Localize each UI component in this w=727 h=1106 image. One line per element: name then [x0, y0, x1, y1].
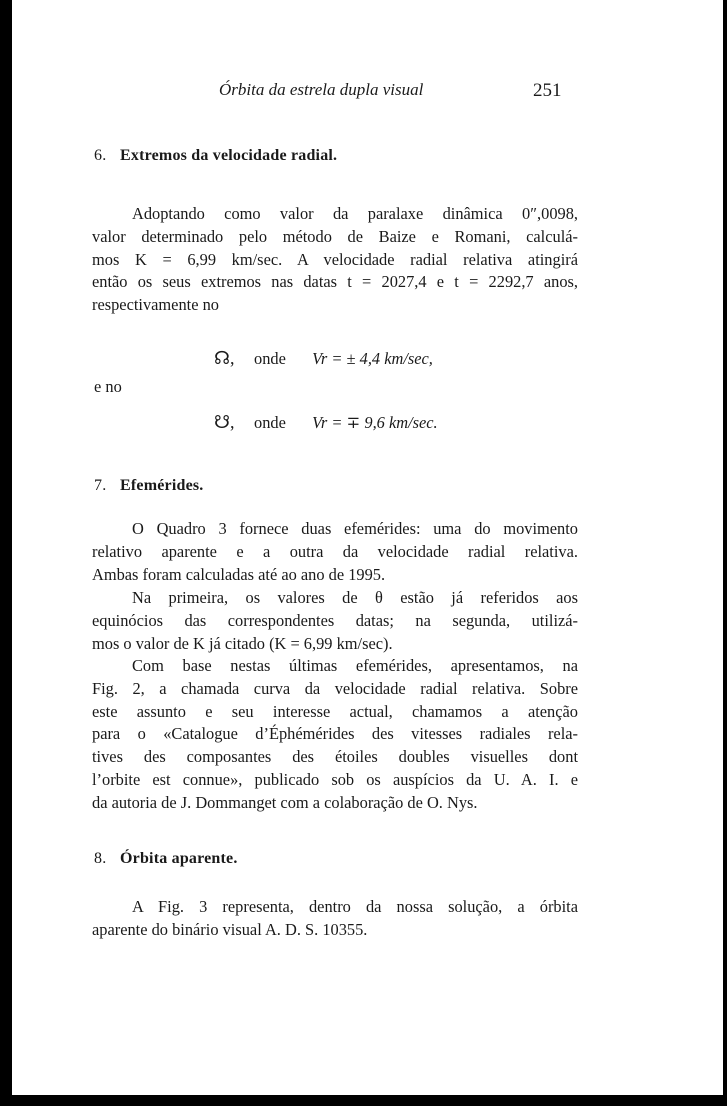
section-8-paragraph — [92, 896, 578, 942]
text-line: Na primeira, os valores de θ estão já referidos aos — [132, 588, 578, 607]
text-line: O Quadro 3 fornece duas efemérides: uma do movimento — [132, 519, 578, 538]
e-no-text: e no — [94, 377, 122, 396]
text-line: respectivamente no — [92, 295, 219, 315]
equation-descending-node — [214, 412, 438, 433]
text-line: Com base nestas últimas efemérides, apresentamos, na — [132, 656, 578, 675]
onde-label: onde — [254, 413, 286, 432]
text-line: para o «Catalogue d’Éphémérides des vitesses radiales rela- — [92, 724, 578, 744]
section-6-paragraph — [92, 203, 578, 317]
text-line: relativo aparente e a outra da velocidade radial relativa. — [92, 541, 578, 561]
section-8-title: Órbita aparente. — [120, 850, 238, 867]
text-line: l’orbite est connue», publicado sob os auspícios da U. A. I. e — [92, 769, 578, 789]
section-7-paragraph-2 — [92, 587, 578, 655]
section-7-heading — [94, 477, 204, 495]
text-line: Adoptando como valor da paralaxe dinâmica 0″,0098, — [132, 204, 578, 223]
text-line: Ambas foram calculadas até ao ano de 1995. — [92, 564, 386, 584]
text-line: então os seus extremos nas datas t = 2027,4 e t = 2292,7 anos, — [92, 272, 578, 292]
ascending-node-symbol: ☊, — [214, 348, 235, 368]
text-line: Fig. 2, a chamada curva da velocidade radial relativa. Sobre — [92, 678, 578, 698]
section-8-number: 8. — [94, 850, 107, 867]
text-line: aparente do binário visual A. D. S. 10355. — [92, 919, 368, 939]
text-line: equinócios das correspondentes datas; na segunda, utilizá- — [92, 610, 578, 630]
section-7-paragraph-3 — [92, 655, 578, 815]
text-line: valor determinado pelo método de Baize e Romani, calculá- — [92, 226, 578, 246]
book-page — [12, 0, 723, 1095]
onde-label: onde — [254, 349, 286, 368]
radial-velocity-formula: Vr = ∓ 9,6 km/sec. — [312, 413, 438, 432]
descending-node-symbol: ☋, — [214, 412, 235, 432]
section-6-number: 6. — [94, 147, 107, 164]
section-6-heading — [94, 147, 337, 165]
equation-ascending-node — [214, 348, 433, 369]
running-title: Órbita da estrela dupla visual — [219, 80, 424, 99]
text-line: A Fig. 3 representa, dentro da nossa solução, a órbita — [132, 897, 578, 916]
section-7-title: Efemérides. — [120, 477, 204, 494]
section-8-heading — [94, 850, 238, 868]
text-line: da autoria de J. Dommanget com a colaboração de O. Nys. — [92, 792, 478, 812]
section-7-paragraph-1 — [92, 518, 578, 586]
text-line: mos K = 6,99 km/sec. A velocidade radial relativa atingirá — [92, 249, 578, 269]
text-line: mos o valor de K já citado (K = 6,99 km/sec). — [92, 633, 393, 653]
section-7-number: 7. — [94, 477, 107, 494]
text-line: este assunto e seu interesse actual, chamamos a atenção — [92, 701, 578, 721]
text-line: tives des composantes des étoiles doubles visuelles dont — [92, 747, 578, 767]
section-6-title: Extremos da velocidade radial. — [120, 147, 338, 164]
page-number: 251 — [533, 80, 562, 101]
radial-velocity-formula: Vr = ± 4,4 km/sec, — [312, 349, 433, 368]
